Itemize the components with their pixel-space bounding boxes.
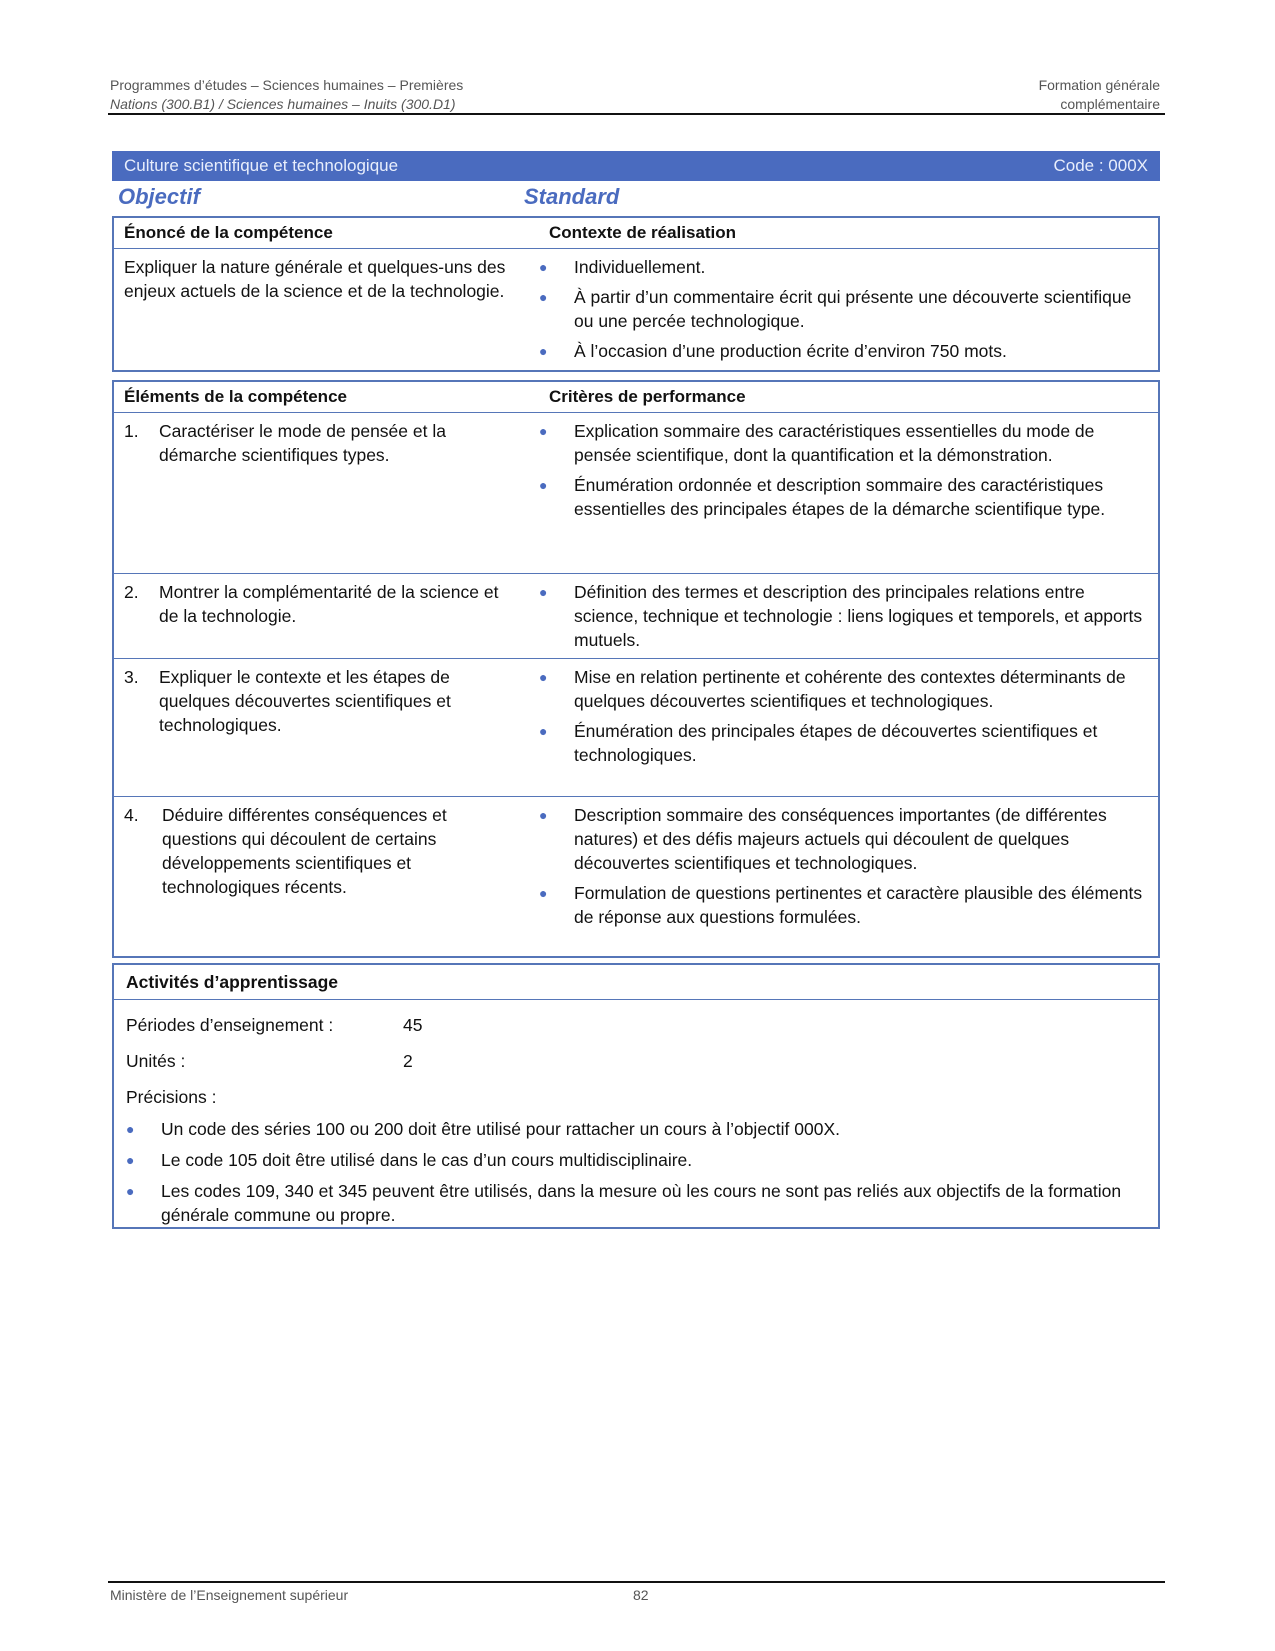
bullet-icon: ● [539,807,548,823]
list-item: ● Un code des séries 100 ou 200 doit être utilisé pour rattacher un cours à l’objectif 000X. [126,1119,841,1139]
footer-page-number: 82 [633,1587,649,1603]
header-rule [108,113,1165,115]
list-item: ● À partir d’un commentaire écrit qui présente une découverte scientifique ou une percée technologique. [539,287,1132,331]
page-header [110,76,1160,114]
list-item: ● Définition des termes et description des principales relations entre science, technique et technologie : liens logiques et temporels, et apports mutuels. [539,582,1143,650]
list-item: ● Mise en relation pertinente et cohérente des contextes déterminants de quelques découvertes scientifiques et technologiques. [539,667,1126,711]
element-number: 3. [124,667,139,687]
bullet-icon: ● [539,477,548,493]
elements-box [112,380,1160,958]
footer-ministry: Ministère de l’Enseignement supérieur [110,1587,349,1603]
list-item: ● À l’occasion d’une production écrite d’environ 750 mots. [539,341,1007,361]
periodes-row [126,1013,423,1037]
list-item: ● Description sommaire des conséquences importantes (de différentes natures) et des défis majeurs actuels qui découlent de quelques découvertes scientifiques et technologiques. [539,805,1107,873]
standard-label: Standard [524,184,620,209]
bullet-icon: ● [539,723,548,739]
contexte-list [539,255,1158,369]
element-text: Montrer la complémentarité de la science et de la technologie. [159,582,499,626]
bullet-icon: ● [539,289,548,305]
unites-row [126,1049,413,1073]
list-item: ● Énumération ordonnée et description sommaire des caractéristiques essentielles des principales étapes de la démarche scientifique type. [539,475,1106,519]
header-program-line2: Nations (300.B1) / Sciences humaines – Inuits (300.D1) [110,96,456,112]
objectif-row [112,184,1160,214]
bullet-icon: ● [126,1121,135,1137]
enonce-row [114,249,1158,369]
table-row [114,659,1158,796]
element-text: Expliquer le contexte et les étapes de quelques découvertes scientifiques et technologiques. [159,667,451,735]
header-formation-line2: complémentaire [1060,96,1160,112]
list-item: ● Énumération des principales étapes de découvertes scientifiques et technologiques. [539,721,1098,765]
periodes-value: 45 [403,1015,423,1035]
enonce-box [112,216,1160,372]
table-row [114,413,1158,573]
title-band-title: Culture scientifique et technologique [124,156,399,175]
header-program-line1: Programmes d’études – Sciences humaines – Premières [110,77,464,93]
bullet-icon: ● [539,259,548,275]
objectif-label: Objectif [118,184,200,209]
enonce-text: Expliquer la nature générale et quelques-uns des enjeux actuels de la science et de la technologie. [124,257,506,301]
bullet-icon: ● [539,343,548,359]
unites-label: Unités : [126,1051,186,1071]
list-item: ● Explication sommaire des caractéristiques essentielles du mode de pensée scientifique, dont la quantification et la démonstration. [539,421,1095,465]
bullet-icon: ● [539,669,548,685]
elements-col-right: Critères de performance [549,387,746,406]
element-number: 2. [124,582,139,602]
list-item: ● Le code 105 doit être utilisé dans le cas d’un cours multidisciplinaire. [126,1150,693,1170]
activites-title: Activités d’apprentissage [114,965,1158,1000]
precisions-label: Précisions : [126,1087,217,1107]
element-number: 4. [124,805,139,825]
bullet-icon: ● [539,584,548,600]
bullet-icon: ● [126,1183,135,1199]
activites-box [112,963,1160,1229]
title-band-code: Code : 000X [1053,156,1148,175]
table-row [114,574,1158,658]
header-formation-line1: Formation générale [1038,77,1160,93]
enonce-col-right: Contexte de réalisation [549,223,737,242]
enonce-col-left: Énoncé de la compétence [124,223,333,242]
element-number: 1. [124,421,139,441]
enonce-header [114,218,1158,249]
element-text: Déduire différentes conséquences et questions qui découlent de certains développements scientifiques et technologiques récents. [162,805,447,897]
periodes-label: Périodes d’enseignement : [126,1015,334,1035]
footer-rule [108,1581,1165,1583]
elements-col-left: Éléments de la compétence [124,387,347,406]
elements-header [114,382,1158,413]
title-band [112,151,1160,181]
list-item: ● Individuellement. [539,257,706,277]
table-row [114,797,1158,935]
unites-value: 2 [403,1051,413,1071]
list-item: ● Formulation de questions pertinentes et caractère plausible des éléments de réponse aux questions formulées. [539,883,1143,927]
list-item: ● Les codes 109, 340 et 345 peuvent être utilisés, dans la mesure où les cours ne sont pas reliés aux objectifs de la formation générale commune ou propre. [126,1181,1122,1225]
element-text: Caractériser le mode de pensée et la démarche scientifiques types. [159,421,446,465]
bullet-icon: ● [539,423,548,439]
bullet-icon: ● [126,1152,135,1168]
bullet-icon: ● [539,885,548,901]
